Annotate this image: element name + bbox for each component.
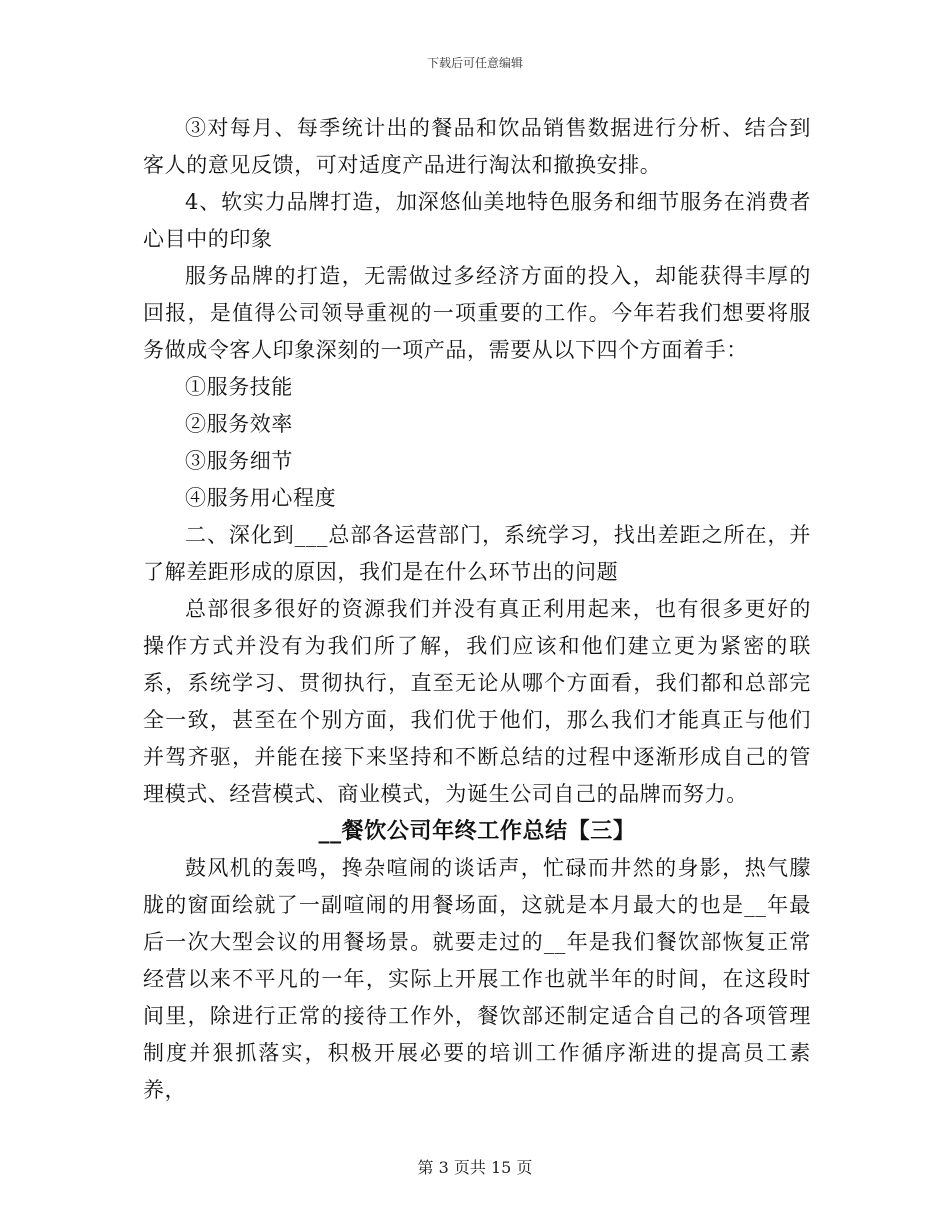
- document-body: [143, 110, 811, 1109]
- paragraph-year-end: 鼓风机的轰鸣，搀杂喧闹的谈话声，忙碌而井然的身影，热气朦胧的窗面绘就了一副喧闹的用餐场面，这就是本月最大的也是__年最后一次大型会议的用餐场景。就要走过的__年是我们餐饮部恢复正常经营以来不平凡的一年，实际上开展工作也就半年的时间，在这段时间里，除进行正常的接待工作外，餐饮部还制定适合自己的各项管理制度并狠抓落实，积极开展必要的培训工作循序渐进的提高员工素养，: [143, 856, 811, 1102]
- paragraph-service-brand: 服务品牌的打造，无需做过多经济方面的投入，却能获得丰厚的回报，是值得公司领导重视的一项重要的工作。今年若我们想要将服务做成令客人印象深刻的一项产品，需要从以下四个方面着手：: [143, 264, 811, 362]
- page-header: 下载后可任意编辑: [426, 56, 523, 70]
- list-item-service-attentiveness: ④服务用心程度: [185, 486, 337, 510]
- page-footer: 第 3 页共 15 页: [417, 1158, 533, 1177]
- paragraph-heading-deepen: 二、深化到___总部各运营部门，系统学习，找出差距之所在，并了解差距形成的原因，我们是在什么环节出的问题: [143, 523, 811, 584]
- paragraph-analysis: ③对每月、每季统计出的餐品和饮品销售数据进行分析、结合到客人的意见反馈，可对适度产品进行淘汰和撤换安排。: [143, 116, 811, 177]
- list-item-service-detail: ③服务细节: [185, 449, 293, 473]
- list-item-service-efficiency: ②服务效率: [185, 412, 293, 436]
- section-title: __餐饮公司年终工作总结【三】: [318, 818, 636, 844]
- paragraph-heading-soft-power: 4、软实力品牌打造，加深悠仙美地特色服务和细节服务在消费者心目中的印象: [143, 190, 811, 251]
- list-item-service-skill: ①服务技能: [185, 375, 293, 399]
- paragraph-headquarters: 总部很多很好的资源我们并没有真正利用起来，也有很多更好的操作方式并没有为我们所了解，我们应该和他们建立更为紧密的联系，系统学习、贯彻执行，直至无论从哪个方面看，我们都和总部完全一致，甚至在个别方面，我们优于他们，那么我们才能真正与他们并驾齐驱，并能在接下来坚持和不断总结的过程中逐渐形成自己的管理模式、经营模式、商业模式，为诞生公司自己的品牌而努力。: [143, 597, 811, 806]
